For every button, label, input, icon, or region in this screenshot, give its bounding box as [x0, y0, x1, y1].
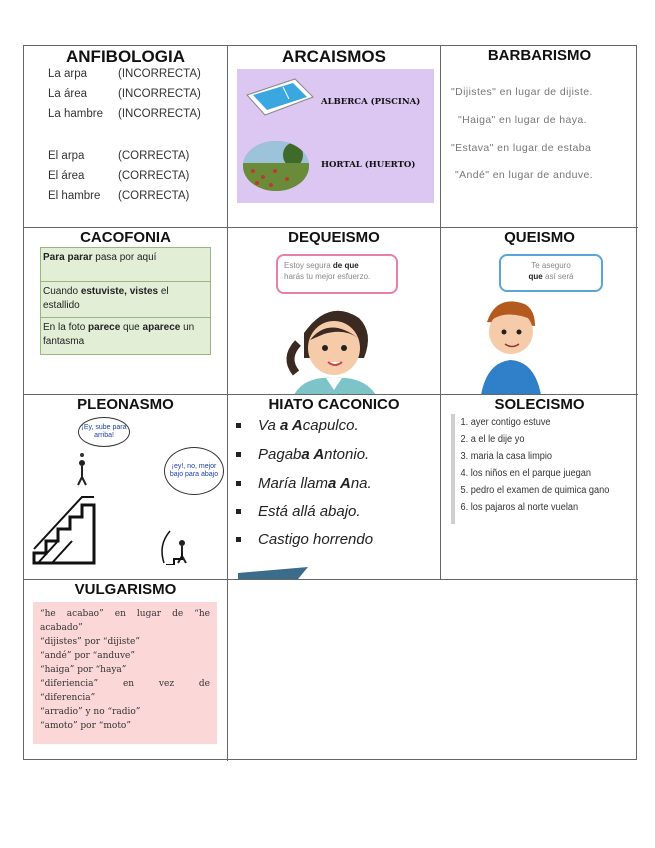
- arcaismos-panel: [237, 69, 434, 203]
- hiato-row: Va a Acapulco.: [258, 417, 359, 434]
- vulgarismo-word: “diferiencia”: [40, 679, 99, 689]
- dequeismo-title: DEQUEISMO: [288, 229, 380, 246]
- vulgarismo-line: [40, 635, 210, 649]
- queismo-speech-bubble: Te aseguro que así será: [499, 254, 603, 292]
- vulgarismo-word: en: [122, 679, 135, 689]
- solecismo-title: SOLECISMO: [494, 396, 585, 413]
- barbarismo-line: "Dijistes" en lugar de dijiste.: [451, 86, 593, 98]
- vulgarismo-word: acabao”: [66, 609, 104, 619]
- cacofonia-row: En la foto parece que aparece un fantasma: [43, 322, 195, 347]
- anfibologia-title: ANFIBOLOGIA: [66, 47, 185, 66]
- cacofonia-title: CACOFONIA: [80, 229, 171, 246]
- figures-of-speech-table: [23, 45, 637, 760]
- anfibologia-row: La arpa (INCORRECTA): [48, 68, 201, 80]
- cell-cacofonia: [24, 228, 228, 395]
- cacofonia-row: Cuando estuviste, vistes el estallido: [41, 282, 210, 318]
- vulgarismo-word: “he: [194, 609, 210, 619]
- hiato-row: Pagaba Antonio.: [258, 446, 369, 463]
- cell-dequeismo: [228, 228, 441, 395]
- solecismo-item: 6. los pajaros al norte vuelan: [460, 502, 579, 513]
- pool-image: [243, 77, 315, 117]
- solecismo-list: [451, 414, 625, 524]
- cell-queismo: [441, 228, 638, 395]
- vulgarismo-word: “diferencia”: [40, 693, 96, 703]
- vulgarismo-line: [40, 621, 210, 635]
- garden-image: [243, 141, 309, 191]
- vulgarismo-word: lugar: [136, 609, 162, 619]
- vulgarismo-word: de: [172, 609, 184, 619]
- cacofonia-row: Para parar pasa por aquí: [41, 248, 210, 282]
- anfibologia-row: El hambre (CORRECTA): [48, 190, 190, 202]
- hortal-label: HORTAL (HUERTO): [321, 160, 416, 170]
- stairs-illustration: [28, 445, 224, 565]
- decorative-stripe: [238, 567, 318, 579]
- vulgarismo-word: “arradio” y no “radio”: [40, 707, 141, 717]
- speech-bubble-up: ¡Ey, sube para arriba!: [78, 417, 130, 447]
- barbarismo-line: "Andé" en lugar de anduve.: [455, 169, 594, 181]
- cell-barbarismo: [441, 46, 638, 228]
- speech-bubble-down: ¡ey!, no, mejor bajo para abajo: [164, 447, 224, 495]
- vulgarismo-word: “haiga” por “haya”: [40, 665, 127, 675]
- cacofonia-panel: [40, 247, 211, 355]
- vulgarismo-line: [40, 649, 210, 663]
- cell-arcaismos: [228, 46, 441, 228]
- barbarismo-title: BARBARISMO: [487, 47, 592, 64]
- hiato-row: Castigo horrendo: [258, 531, 373, 548]
- vulgarismo-word: de: [198, 679, 210, 689]
- vulgarismo-word: vez: [158, 679, 175, 689]
- alberca-label: ALBERCA (PISCINA): [321, 97, 421, 107]
- vulgarismo-word: “dijistes” por “dijiste”: [40, 637, 140, 647]
- anfibologia-row: La hambre (INCORRECTA): [48, 108, 201, 120]
- vulgarismo-word: “amoto” por “moto”: [40, 721, 131, 731]
- vulgarismo-line: [40, 607, 210, 621]
- vulgarismo-line: [40, 663, 210, 677]
- anfibologia-row: La área (INCORRECTA): [48, 88, 201, 100]
- vulgarismo-line: [40, 719, 210, 733]
- solecismo-item: 1. ayer contigo estuve: [460, 417, 551, 428]
- solecismo-item: 2. a el le dije yo: [460, 434, 525, 445]
- vulgarismo-word: “he: [40, 609, 56, 619]
- hiato-row: María llama Ana.: [258, 475, 372, 492]
- cell-anfibologia: [24, 46, 228, 228]
- vulgarismo-line: [40, 691, 210, 705]
- solecismo-item: 3. maria la casa limpio: [460, 451, 553, 462]
- vulgarismo-word: “andé” por “anduve”: [40, 651, 135, 661]
- pleonasmo-title: PLEONASMO: [77, 396, 174, 413]
- vulgarismo-line: [40, 705, 210, 719]
- arcaismos-title: ARCAISMOS: [282, 47, 386, 66]
- cell-empty: [228, 580, 638, 761]
- barbarismo-line: "Estava" en lugar de estaba: [451, 142, 592, 154]
- solecismo-item: 5. pedro el examen de quimica gano: [460, 485, 610, 496]
- anfibologia-row: El arpa (CORRECTA): [48, 150, 190, 162]
- barbarismo-line: "Haiga" en lugar de haya.: [458, 114, 587, 126]
- vulgarismo-title: VULGARISMO: [74, 581, 177, 598]
- vulgarismo-line: [40, 677, 210, 691]
- cell-hiato-caconico: [228, 395, 441, 580]
- anfibologia-row: El área (CORRECTA): [48, 170, 190, 182]
- boy-illustration: [475, 292, 545, 395]
- solecismo-item: 4. los niños en el parque juegan: [460, 468, 591, 479]
- dequeismo-speech-bubble: Estoy segura de que harás tu mejor esfuerzo.: [276, 254, 398, 294]
- vulgarismo-panel: [33, 602, 217, 744]
- cell-solecismo: [441, 395, 638, 580]
- vulgarismo-word: acabado”: [40, 623, 83, 633]
- cell-pleonasmo: [24, 395, 228, 580]
- girl-illustration: [284, 298, 404, 395]
- queismo-title: QUEISMO: [504, 229, 575, 246]
- hiato-row: Está allá abajo.: [258, 503, 361, 520]
- hiato-title: HIATO CACONICO: [268, 396, 400, 413]
- vulgarismo-word: en: [114, 609, 126, 619]
- cell-vulgarismo: [24, 580, 228, 761]
